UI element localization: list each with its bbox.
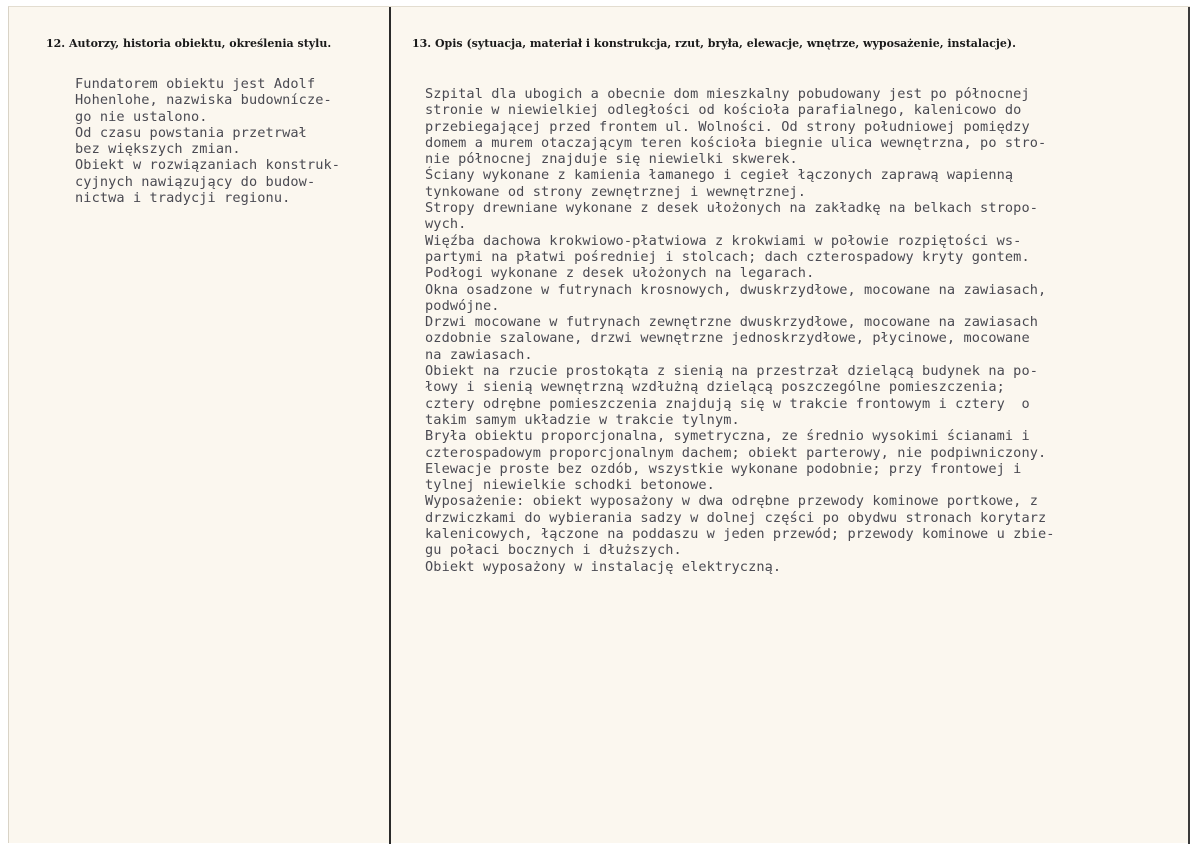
text-line: Hohenlohe, nazwiska budownícze- (75, 92, 332, 109)
text-line: łowy i sienią wewnętrzną wzdłużną dzielącą poszczególne pomieszczenia; (425, 379, 1005, 396)
text-line: partymi na płatwi pośredniej i stolcach; dach czterospadowy kryty gontem. (425, 248, 1030, 265)
text-line: gu połaci bocznych i dłuższych. (425, 542, 682, 559)
inventory-card (8, 6, 1190, 843)
text-line: takim samym układzie w trakcie tylnym. (425, 411, 740, 428)
section-12-header: 12. Autorzy, historia obiektu, określenia stylu. (46, 37, 332, 50)
text-line: go nie ustalono. (75, 108, 208, 125)
text-line: Podłogi wykonane z desek ułożonych na legarach. (425, 265, 815, 282)
text-line: Obiekt na rzucie prostokąta z sienią na przestrzał dzielącą budynek na po- (425, 363, 1039, 380)
text-line: nictwa i tradycji regionu. (75, 190, 291, 207)
text-line: Ściany wykonane z kamienia łamanego i cegieł łączonych zaprawą wapienną (425, 167, 1014, 184)
text-line: tylnej niewielkie schodki betonowe. (425, 477, 715, 494)
text-line: drzwiczkami do wybierania sadzy w dolnej części po obydwu stronach korytarz (425, 509, 1047, 526)
text-line: Więźba dachowa krokwiowo-płatwiowa z krokwiami w połowie rozpiętości ws- (425, 232, 1022, 249)
text-line: ozdobnie szalowane, drzwi wewnętrzne jednoskrzydłowe, płycinowe, mocowane (425, 330, 1030, 347)
text-line: czterospadowym proporcjonalnym dachem; obiekt parterowy, nie podpiwniczony. (425, 444, 1047, 461)
text-line: kalenicowych, łączone na poddaszu w jeden przewód; przewody kominowe u zbie- (425, 526, 1055, 543)
text-line: przebiegającej przed frontem ul. Wolności. Od strony południowej pomiędzy (425, 118, 1030, 135)
text-line: Od czasu powstania przetrwał (75, 124, 307, 141)
text-line: cztery odrębne pomieszczenia znajdują się w trakcie frontowym i cztery o (425, 395, 1030, 412)
text-line: Bryła obiektu proporcjonalna, symetryczna, ze średnio wysokimi ścianami i (425, 428, 1030, 445)
text-line: podwójne. (425, 297, 500, 314)
section-12-text (75, 76, 405, 206)
text-line: tynkowane od strony zewnętrznej i wewnętrznej. (425, 183, 807, 200)
text-line: na zawiasach. (425, 346, 533, 363)
text-line: wych. (425, 216, 467, 233)
text-line: Stropy drewniane wykonane z desek ułożonych na zakładkę na belkach stropo- (425, 200, 1039, 217)
text-line: bez większych zmian. (75, 141, 241, 158)
text-line: domem a murem otaczającym teren kościoła biegnie ulica wewnętrzna, po stro- (425, 134, 1047, 151)
text-line: nie północnej znajduje się niewielki skwerek. (425, 151, 798, 168)
text-line: Szpital dla ubogich a obecnie dom mieszkalny pobudowany jest po północnej (425, 86, 1030, 102)
text-line: Obiekt w rozwiązaniach konstruk- (75, 157, 341, 174)
section-13-header: 13. Opis (sytuacja, materiał i konstrukcja, rzut, bryła, elewacje, wnętrze, wyposażenie, instalacje). (412, 37, 1016, 50)
text-line: Elewacje proste bez ozdób, wszystkie wykonane podobnie; przy frontowej i (425, 460, 1022, 477)
section-13-text (425, 86, 1195, 575)
text-line: Obiekt wyposażony w instalację elektryczną. (425, 558, 782, 575)
text-line: Okna osadzone w futrynach krosnowych, dwuskrzydłowe, mocowane na zawiasach, (425, 281, 1047, 298)
text-line: Fundatorem obiektu jest Adolf (75, 76, 316, 92)
text-line: Drzwi mocowane w futrynach zewnętrzne dwuskrzydłowe, mocowane na zawiasach (425, 314, 1039, 331)
text-line: Wyposażenie: obiekt wyposażony w dwa odrębne przewody kominowe portkowe, z (425, 493, 1039, 510)
text-line: cyjnych nawiązujący do budow- (75, 173, 316, 190)
text-line: stronie w niewielkiej odległości od kościoła parafialnego, kalenicowo do (425, 102, 1022, 119)
